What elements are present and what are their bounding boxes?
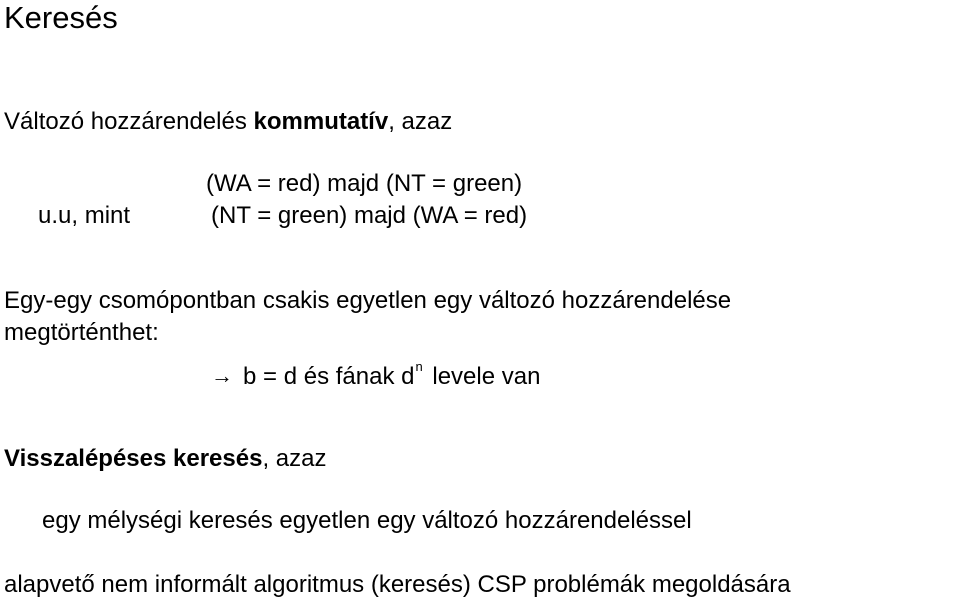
commutative-statement (4, 110, 452, 134)
backtracking-conclusion: alapvető nem informált algoritmus (keresés) CSP problémák megoldására (4, 571, 791, 598)
single-assignment-line-2: megtörténthet: (4, 319, 159, 346)
right-arrow-icon: → (211, 363, 233, 388)
example-label: u.u, mint (38, 202, 131, 229)
backtracking-bold-term: Visszalépéses keresés (4, 445, 263, 472)
result-suffix: levele van (425, 363, 541, 390)
backtracking-statement (4, 447, 326, 471)
commutative-prefix: Változó hozzárendelés (4, 108, 254, 135)
commutative-bold-term: kommutatív (253, 108, 389, 135)
example-line-2: (NT = green) majd (WA = red) (211, 202, 528, 229)
result-prefix: b = d és fának d (243, 363, 415, 390)
example-line-1: (WA = red) majd (NT = green) (206, 170, 523, 197)
single-assignment-line-1: Egy-egy csomópontban csakis egyetlen egy változó hozzárendelése (4, 287, 732, 314)
result-superscript: n (415, 359, 423, 374)
result-line (211, 359, 541, 390)
backtracking-definition: egy mélységi keresés egyetlen egy változó hozzárendeléssel (42, 507, 692, 534)
backtracking-suffix: , azaz (262, 445, 327, 472)
slide-title: Keresés (4, 0, 118, 35)
commutative-suffix: , azaz (388, 108, 453, 135)
